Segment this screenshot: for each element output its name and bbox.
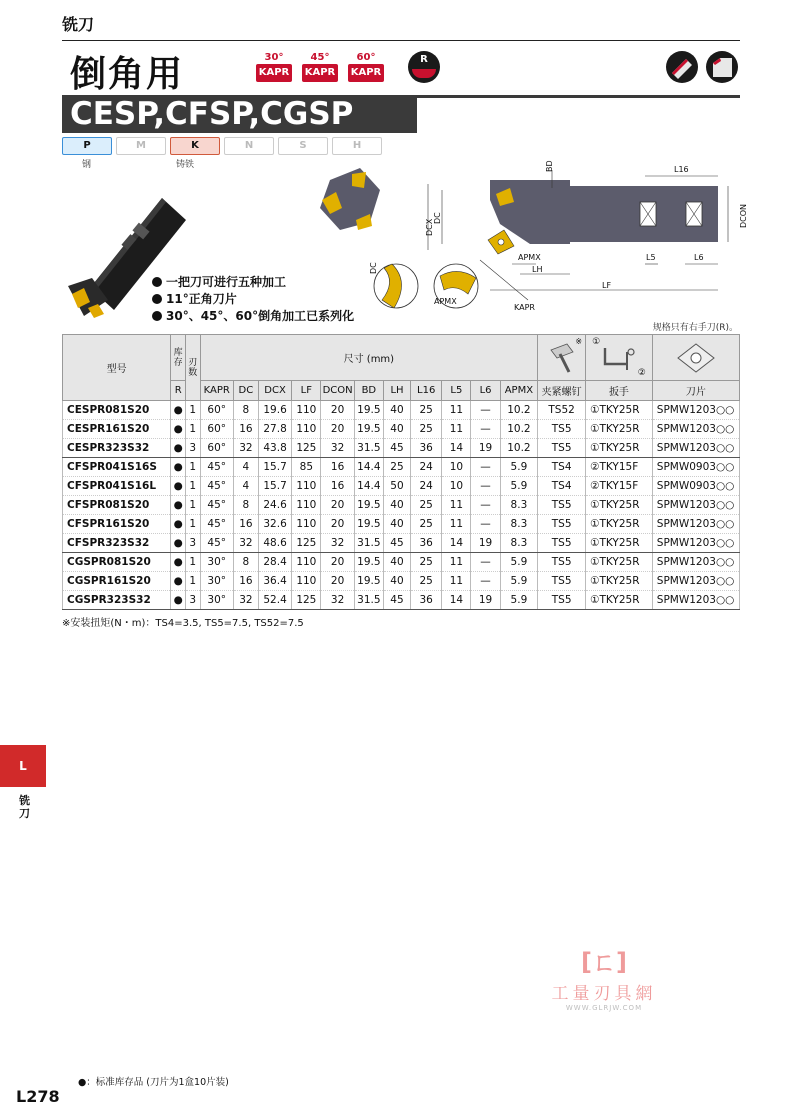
cell-lf: 110: [292, 496, 321, 515]
col-l5: L5: [442, 381, 471, 401]
cell-bd: 31.5: [354, 591, 383, 610]
cell-dcx: 15.7: [258, 458, 291, 477]
cell-l6: —: [471, 458, 500, 477]
cell-insert: SPMW1203○○: [652, 496, 739, 515]
table-row: [63, 591, 740, 610]
table-row: [63, 458, 740, 477]
cell-apmx: 5.9: [500, 458, 538, 477]
cell-model: CGSPR161S20: [63, 572, 171, 591]
cell-l5: 10: [442, 458, 471, 477]
material-p: P: [62, 137, 112, 155]
cell-dcon: 20: [321, 553, 354, 572]
col-stock-r: R: [171, 381, 186, 401]
col-wrench: 扳手: [586, 381, 653, 401]
cell-l5: 11: [442, 515, 471, 534]
cell-l6: —: [471, 401, 500, 420]
table-row: [63, 572, 740, 591]
cell-model: CESPR323S32: [63, 439, 171, 458]
cell-lf: 110: [292, 553, 321, 572]
col-insert: 刀片: [652, 381, 739, 401]
material-m: M: [116, 137, 166, 155]
label-l6: L6: [694, 253, 704, 262]
cell-l5: 14: [442, 534, 471, 553]
cell-insert: SPMW1203○○: [652, 534, 739, 553]
cell-lh: 40: [383, 572, 410, 591]
cell-l5: 14: [442, 439, 471, 458]
kapr-degree: 60°: [356, 52, 376, 63]
cell-teeth: 1: [185, 553, 200, 572]
kapr-degree: 30°: [264, 52, 284, 63]
col-lf: LF: [292, 381, 321, 401]
cell-screw: TS5: [538, 496, 586, 515]
cell-lh: 40: [383, 496, 410, 515]
col-kapr: KAPR: [200, 381, 233, 401]
cell-lf: 125: [292, 439, 321, 458]
section-title: 铣刀: [62, 15, 95, 34]
cell-dc: 8: [233, 496, 258, 515]
title-rule: [417, 95, 740, 98]
chamfer-corner-icon: [706, 51, 738, 83]
cell-bd: 19.5: [354, 572, 383, 591]
cell-insert: SPMW0903○○: [652, 458, 739, 477]
cell-insert: SPMW0903○○: [652, 477, 739, 496]
cell-lf: 110: [292, 401, 321, 420]
right-hand-note: 规格只有右手刀(R)。: [652, 323, 738, 333]
cell-lf: 110: [292, 515, 321, 534]
cell-l5: 10: [442, 477, 471, 496]
cell-wrench: ①TKY25R: [586, 572, 653, 591]
spec-table: [62, 334, 740, 610]
cell-dcx: 19.6: [258, 401, 291, 420]
label-l5: L5: [646, 253, 656, 262]
cell-model: CESPR081S20: [63, 401, 171, 420]
chamfer-edge-icon: [666, 51, 698, 83]
cell-apmx: 10.2: [500, 401, 538, 420]
cell-wrench: ①TKY25R: [586, 553, 653, 572]
cell-l5: 14: [442, 591, 471, 610]
cell-model: CGSPR081S20: [63, 553, 171, 572]
radius-icon-label: R: [420, 54, 428, 65]
label-l16: L16: [674, 165, 689, 174]
bullet-icon: [152, 311, 162, 321]
screw-icon: [547, 342, 577, 376]
col-l6: L6: [471, 381, 500, 401]
cell-l5: 11: [442, 572, 471, 591]
cell-screw: TS52: [538, 401, 586, 420]
label-lf: LF: [602, 281, 612, 290]
col-wrench-icon: ① ②: [586, 335, 653, 381]
cell-teeth: 1: [185, 458, 200, 477]
cell-l5: 11: [442, 496, 471, 515]
detail-circle-apmx: [434, 264, 478, 308]
cell-bd: 19.5: [354, 496, 383, 515]
stock-footnote: ●：标准库存品 (刀片为1盒10片装): [78, 1077, 229, 1088]
label-bd: BD: [545, 160, 554, 172]
cell-lh: 40: [383, 515, 410, 534]
kapr-30-badge: [256, 52, 292, 82]
watermark-logo-icon: [ㄈ]: [581, 948, 627, 976]
cell-insert: SPMW1203○○: [652, 401, 739, 420]
cell-l16: 36: [411, 591, 442, 610]
cell-lf: 110: [292, 572, 321, 591]
cell-model: CFSPR323S32: [63, 534, 171, 553]
cell-bd: 31.5: [354, 439, 383, 458]
cell-stock: ●: [171, 458, 186, 477]
cell-apmx: 8.3: [500, 496, 538, 515]
col-screw-icon: ※: [538, 335, 586, 381]
cell-stock: ●: [171, 477, 186, 496]
cell-dc: 16: [233, 515, 258, 534]
cell-dc: 4: [233, 458, 258, 477]
kapr-45-badge: [302, 52, 338, 82]
machining-icons: [666, 51, 738, 83]
radius-icon: [408, 51, 440, 83]
material-grades: [62, 137, 382, 155]
cell-insert: SPMW1203○○: [652, 591, 739, 610]
kapr-degree: 45°: [310, 52, 330, 63]
col-insert-icon: [652, 335, 739, 381]
cell-lh: 40: [383, 553, 410, 572]
cell-kapr: 30°: [200, 572, 233, 591]
cell-dcon: 20: [321, 420, 354, 439]
cell-l16: 24: [411, 477, 442, 496]
label-dcx: DCX: [425, 218, 434, 236]
cell-dc: 32: [233, 439, 258, 458]
insert-icon: [676, 342, 716, 376]
cell-l16: 24: [411, 458, 442, 477]
cell-l16: 25: [411, 515, 442, 534]
cell-l6: —: [471, 496, 500, 515]
cell-screw: TS5: [538, 515, 586, 534]
cell-teeth: 3: [185, 591, 200, 610]
cell-apmx: 8.3: [500, 534, 538, 553]
cell-screw: TS5: [538, 439, 586, 458]
wrench-icon: [597, 342, 641, 376]
cell-dc: 16: [233, 420, 258, 439]
cell-wrench: ①TKY25R: [586, 401, 653, 420]
feature-item: 30°、45°、60°倒角加工已系列化: [152, 308, 354, 325]
cell-dcon: 32: [321, 534, 354, 553]
cell-stock: ●: [171, 591, 186, 610]
cell-wrench: ②TKY15F: [586, 458, 653, 477]
cell-wrench: ①TKY25R: [586, 496, 653, 515]
table-row: [63, 477, 740, 496]
cell-l16: 36: [411, 439, 442, 458]
cell-lh: 45: [383, 534, 410, 553]
cell-teeth: 1: [185, 420, 200, 439]
col-dcon: DCON: [321, 381, 354, 401]
cell-insert: SPMW1203○○: [652, 515, 739, 534]
cell-teeth: 1: [185, 515, 200, 534]
cell-kapr: 60°: [200, 401, 233, 420]
cell-bd: 14.4: [354, 458, 383, 477]
material-s: S: [278, 137, 328, 155]
svg-text:APMX: APMX: [434, 297, 457, 306]
table-row: [63, 553, 740, 572]
cell-insert: SPMW1203○○: [652, 420, 739, 439]
cell-l5: 11: [442, 401, 471, 420]
cell-wrench: ①TKY25R: [586, 534, 653, 553]
cell-apmx: 8.3: [500, 515, 538, 534]
cell-dcon: 32: [321, 591, 354, 610]
cell-stock: ●: [171, 401, 186, 420]
cell-dcx: 27.8: [258, 420, 291, 439]
cell-model: CFSPR041S16S: [63, 458, 171, 477]
cell-kapr: 45°: [200, 477, 233, 496]
bullet-icon: [152, 277, 162, 287]
cell-teeth: 1: [185, 401, 200, 420]
cell-wrench: ①TKY25R: [586, 591, 653, 610]
label-kapr: KAPR: [514, 303, 535, 312]
svg-text:DC: DC: [369, 262, 378, 274]
cell-l6: —: [471, 572, 500, 591]
cell-l6: 19: [471, 534, 500, 553]
cell-dcx: 48.6: [258, 534, 291, 553]
cell-stock: ●: [171, 515, 186, 534]
watermark-name: 工量刃具網: [551, 984, 657, 1004]
cell-dcon: 16: [321, 458, 354, 477]
cell-l6: —: [471, 420, 500, 439]
cell-dcon: 32: [321, 439, 354, 458]
cell-kapr: 60°: [200, 420, 233, 439]
cell-l6: —: [471, 477, 500, 496]
table-row: [63, 534, 740, 553]
watermark: [536, 942, 672, 1012]
col-dcx: DCX: [258, 381, 291, 401]
cell-wrench: ①TKY25R: [586, 515, 653, 534]
cell-dcx: 43.8: [258, 439, 291, 458]
cell-teeth: 1: [185, 496, 200, 515]
col-dc: DC: [233, 381, 258, 401]
detail-circle-dc: [369, 262, 418, 308]
label-dc: DC: [433, 212, 442, 224]
cell-stock: ●: [171, 496, 186, 515]
cell-kapr: 30°: [200, 553, 233, 572]
table-row: [63, 401, 740, 420]
cell-lh: 40: [383, 420, 410, 439]
cell-lh: 25: [383, 458, 410, 477]
cell-apmx: 5.9: [500, 477, 538, 496]
cell-l16: 25: [411, 553, 442, 572]
cell-dcx: 32.6: [258, 515, 291, 534]
cell-dc: 32: [233, 534, 258, 553]
cell-stock: ●: [171, 439, 186, 458]
cell-l6: 19: [471, 439, 500, 458]
cell-screw: TS5: [538, 591, 586, 610]
cell-dcon: 20: [321, 496, 354, 515]
material-k: K: [170, 137, 220, 155]
cutter-front-view: [320, 168, 380, 230]
cell-screw: TS4: [538, 477, 586, 496]
cell-teeth: 1: [185, 477, 200, 496]
cell-dc: 32: [233, 591, 258, 610]
cell-kapr: 30°: [200, 591, 233, 610]
bullet-icon: [152, 294, 162, 304]
cell-apmx: 5.9: [500, 591, 538, 610]
cell-screw: TS5: [538, 572, 586, 591]
cell-l16: 25: [411, 572, 442, 591]
cell-l16: 25: [411, 496, 442, 515]
cell-l5: 11: [442, 553, 471, 572]
col-apmx: APMX: [500, 381, 538, 401]
cell-lf: 110: [292, 477, 321, 496]
cell-dc: 16: [233, 572, 258, 591]
cell-teeth: 1: [185, 572, 200, 591]
cell-kapr: 45°: [200, 515, 233, 534]
cell-screw: TS5: [538, 534, 586, 553]
cell-teeth: 3: [185, 534, 200, 553]
cell-dcx: 36.4: [258, 572, 291, 591]
material-p-label: 钢: [82, 160, 92, 170]
cell-dcx: 15.7: [258, 477, 291, 496]
cell-lf: 125: [292, 534, 321, 553]
kapr-label: KAPR: [302, 64, 338, 82]
cell-dcx: 52.4: [258, 591, 291, 610]
table-row: [63, 439, 740, 458]
cell-bd: 31.5: [354, 534, 383, 553]
col-dimensions: 尺寸 (mm): [200, 335, 538, 381]
table-row: [63, 515, 740, 534]
cell-l6: 19: [471, 591, 500, 610]
cell-lh: 45: [383, 439, 410, 458]
cell-dc: 8: [233, 553, 258, 572]
cell-model: CFSPR081S20: [63, 496, 171, 515]
cell-teeth: 3: [185, 439, 200, 458]
cell-kapr: 60°: [200, 439, 233, 458]
cell-insert: SPMW1203○○: [652, 553, 739, 572]
material-n: N: [224, 137, 274, 155]
cell-dc: 8: [233, 401, 258, 420]
watermark-url: WWW.GLRJW.COM: [565, 1004, 643, 1012]
cell-insert: SPMW1203○○: [652, 572, 739, 591]
cell-lh: 50: [383, 477, 410, 496]
table-row: [63, 420, 740, 439]
cell-l5: 11: [442, 420, 471, 439]
cell-wrench: ①TKY25R: [586, 439, 653, 458]
cell-bd: 19.5: [354, 553, 383, 572]
cell-dcx: 24.6: [258, 496, 291, 515]
cell-stock: ●: [171, 420, 186, 439]
col-teeth: 刃数: [185, 335, 200, 401]
cell-bd: 19.5: [354, 515, 383, 534]
cell-lf: 125: [292, 591, 321, 610]
cell-l16: 36: [411, 534, 442, 553]
cell-kapr: 45°: [200, 534, 233, 553]
col-l16: L16: [411, 381, 442, 401]
cell-l6: —: [471, 553, 500, 572]
cell-stock: ●: [171, 553, 186, 572]
chapter-tab-label: 铣刀: [19, 794, 30, 820]
cell-wrench: ①TKY25R: [586, 420, 653, 439]
cell-screw: TS5: [538, 420, 586, 439]
col-screw: 夹紧螺钉: [538, 381, 586, 401]
cell-model: CESPR161S20: [63, 420, 171, 439]
cell-screw: TS5: [538, 553, 586, 572]
cell-wrench: ②TKY15F: [586, 477, 653, 496]
cutter-side-view: [488, 180, 718, 254]
cell-insert: SPMW1203○○: [652, 439, 739, 458]
label-dcon: DCON: [739, 203, 748, 228]
page-title: 倒角用: [70, 54, 185, 95]
cell-dcon: 16: [321, 477, 354, 496]
label-apmx: APMX: [518, 253, 541, 262]
cell-lf: 110: [292, 420, 321, 439]
cell-l16: 25: [411, 401, 442, 420]
kapr-label: KAPR: [348, 64, 384, 82]
cell-dcon: 20: [321, 515, 354, 534]
cell-dcon: 20: [321, 401, 354, 420]
cell-model: CFSPR041S16L: [63, 477, 171, 496]
cell-bd: 19.5: [354, 420, 383, 439]
col-bd: BD: [354, 381, 383, 401]
cell-model: CGSPR323S32: [63, 591, 171, 610]
torque-note: ※安装扭矩(N・m)：TS4=3.5, TS5=7.5, TS52=7.5: [62, 618, 304, 629]
top-divider: [62, 40, 740, 41]
kapr-badges: [256, 52, 384, 82]
product-series-title: CESP,CFSP,CGSP: [62, 95, 417, 133]
cell-bd: 14.4: [354, 477, 383, 496]
cell-dc: 4: [233, 477, 258, 496]
chapter-tab[interactable]: L: [0, 745, 46, 787]
col-stock: 库存: [171, 335, 186, 381]
cell-screw: TS4: [538, 458, 586, 477]
table-row: [63, 496, 740, 515]
page-number: L278: [16, 1087, 60, 1106]
material-k-label: 铸铁: [176, 160, 195, 170]
cell-lf: 85: [292, 458, 321, 477]
cell-bd: 19.5: [354, 401, 383, 420]
cell-model: CFSPR161S20: [63, 515, 171, 534]
cell-stock: ●: [171, 534, 186, 553]
cell-kapr: 45°: [200, 458, 233, 477]
cell-lh: 45: [383, 591, 410, 610]
cell-apmx: 10.2: [500, 420, 538, 439]
cell-apmx: 10.2: [500, 439, 538, 458]
feature-item: 11°正角刀片: [152, 291, 354, 308]
cell-l16: 25: [411, 420, 442, 439]
label-lh: LH: [532, 265, 543, 274]
col-lh: LH: [383, 381, 410, 401]
kapr-60-badge: [348, 52, 384, 82]
cell-kapr: 45°: [200, 496, 233, 515]
cell-lh: 40: [383, 401, 410, 420]
material-h: H: [332, 137, 382, 155]
cell-l6: —: [471, 515, 500, 534]
cell-dcon: 20: [321, 572, 354, 591]
feature-item: 一把刀可进行五种加工: [152, 274, 354, 291]
cell-dcx: 28.4: [258, 553, 291, 572]
cell-stock: ●: [171, 572, 186, 591]
cell-apmx: 5.9: [500, 572, 538, 591]
col-model: 型号: [63, 335, 171, 401]
cell-apmx: 5.9: [500, 553, 538, 572]
kapr-label: KAPR: [256, 64, 292, 82]
tool-dimension-diagram: [300, 160, 748, 325]
